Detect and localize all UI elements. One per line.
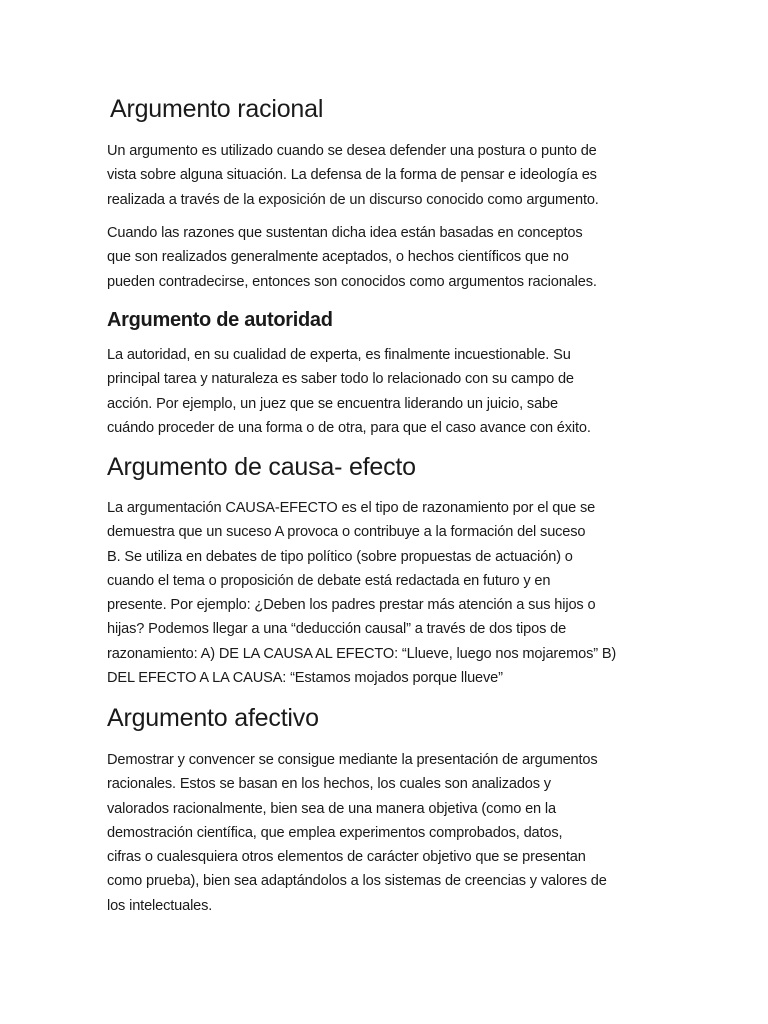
text-line: valorados racionalmente, bien sea de una manera objetiva (como en la	[107, 800, 556, 817]
text-line: demuestra que un suceso A provoca o contribuye a la formación del suceso	[107, 524, 586, 541]
heading-argumento-causa-efecto: Argumento de causa- efecto	[107, 453, 416, 481]
text-line: los intelectuales.	[107, 897, 213, 914]
paragraph-racional-2	[107, 221, 667, 294]
text-line: que son realizados generalmente aceptados, o hechos científicos que no	[107, 249, 569, 266]
text-line: demostración científica, que emplea experimentos comprobados, datos,	[107, 824, 563, 841]
text-line: razonamiento: A) DE LA CAUSA AL EFECTO: “Llueve, luego nos mojaremos” B)	[107, 645, 617, 662]
heading-argumento-autoridad: Argumento de autoridad	[107, 309, 333, 331]
text-line: Cuando las razones que sustentan dicha idea están basadas en conceptos	[107, 225, 583, 241]
text-line: La autoridad, en su cualidad de experta, es finalmente incuestionable. Su	[107, 347, 571, 363]
text-line: como prueba), bien sea adaptándolos a los sistemas de creencias y valores de	[107, 873, 607, 890]
text-line: B. Se utiliza en debates de tipo político (sobre propuestas de actuación) o	[107, 548, 573, 565]
text-line: La argumentación CAUSA-EFECTO es el tipo de razonamiento por el que se	[107, 500, 596, 516]
text-line: realizada a través de la exposición de un discurso conocido como argumento.	[107, 191, 599, 208]
heading-argumento-racional: Argumento racional	[110, 95, 324, 123]
paragraph-racional-1	[107, 139, 667, 212]
text-line: hijas? Podemos llegar a una “deducción causal” a través de dos tipos de	[107, 621, 567, 638]
text-line: acción. Por ejemplo, un juez que se encuentra liderando un juicio, sabe	[107, 395, 558, 412]
paragraph-afectivo	[107, 748, 667, 918]
text-line: presente. Por ejemplo: ¿Deben los padres prestar más atención a sus hijos o	[107, 597, 596, 614]
text-line: principal tarea y naturaleza es saber todo lo relacionado con su campo de	[107, 371, 574, 388]
text-line: Un argumento es utilizado cuando se desea defender una postura o punto de	[107, 143, 597, 159]
text-line: pueden contradecirse, entonces son conocidos como argumentos racionales.	[107, 273, 597, 290]
text-line: racionales. Estos se basan en los hechos, los cuales son analizados y	[107, 776, 551, 793]
text-line: cifras o cualesquiera otros elementos de carácter objetivo que se presentan	[107, 849, 586, 866]
text-line: cuando el tema o proposición de debate está redactada en futuro y en	[107, 572, 551, 589]
text-line: DEL EFECTO A LA CAUSA: “Estamos mojados porque llueve”	[107, 670, 503, 687]
paragraph-causa-efecto	[107, 496, 667, 690]
heading-argumento-afectivo: Argumento afectivo	[107, 704, 319, 732]
text-line: Demostrar y convencer se consigue mediante la presentación de argumentos	[107, 752, 598, 768]
text-line: vista sobre alguna situación. La defensa de la forma de pensar e ideología es	[107, 167, 597, 184]
text-line: cuándo proceder de una forma o de otra, para que el caso avance con éxito.	[107, 419, 591, 436]
paragraph-autoridad	[107, 343, 667, 440]
